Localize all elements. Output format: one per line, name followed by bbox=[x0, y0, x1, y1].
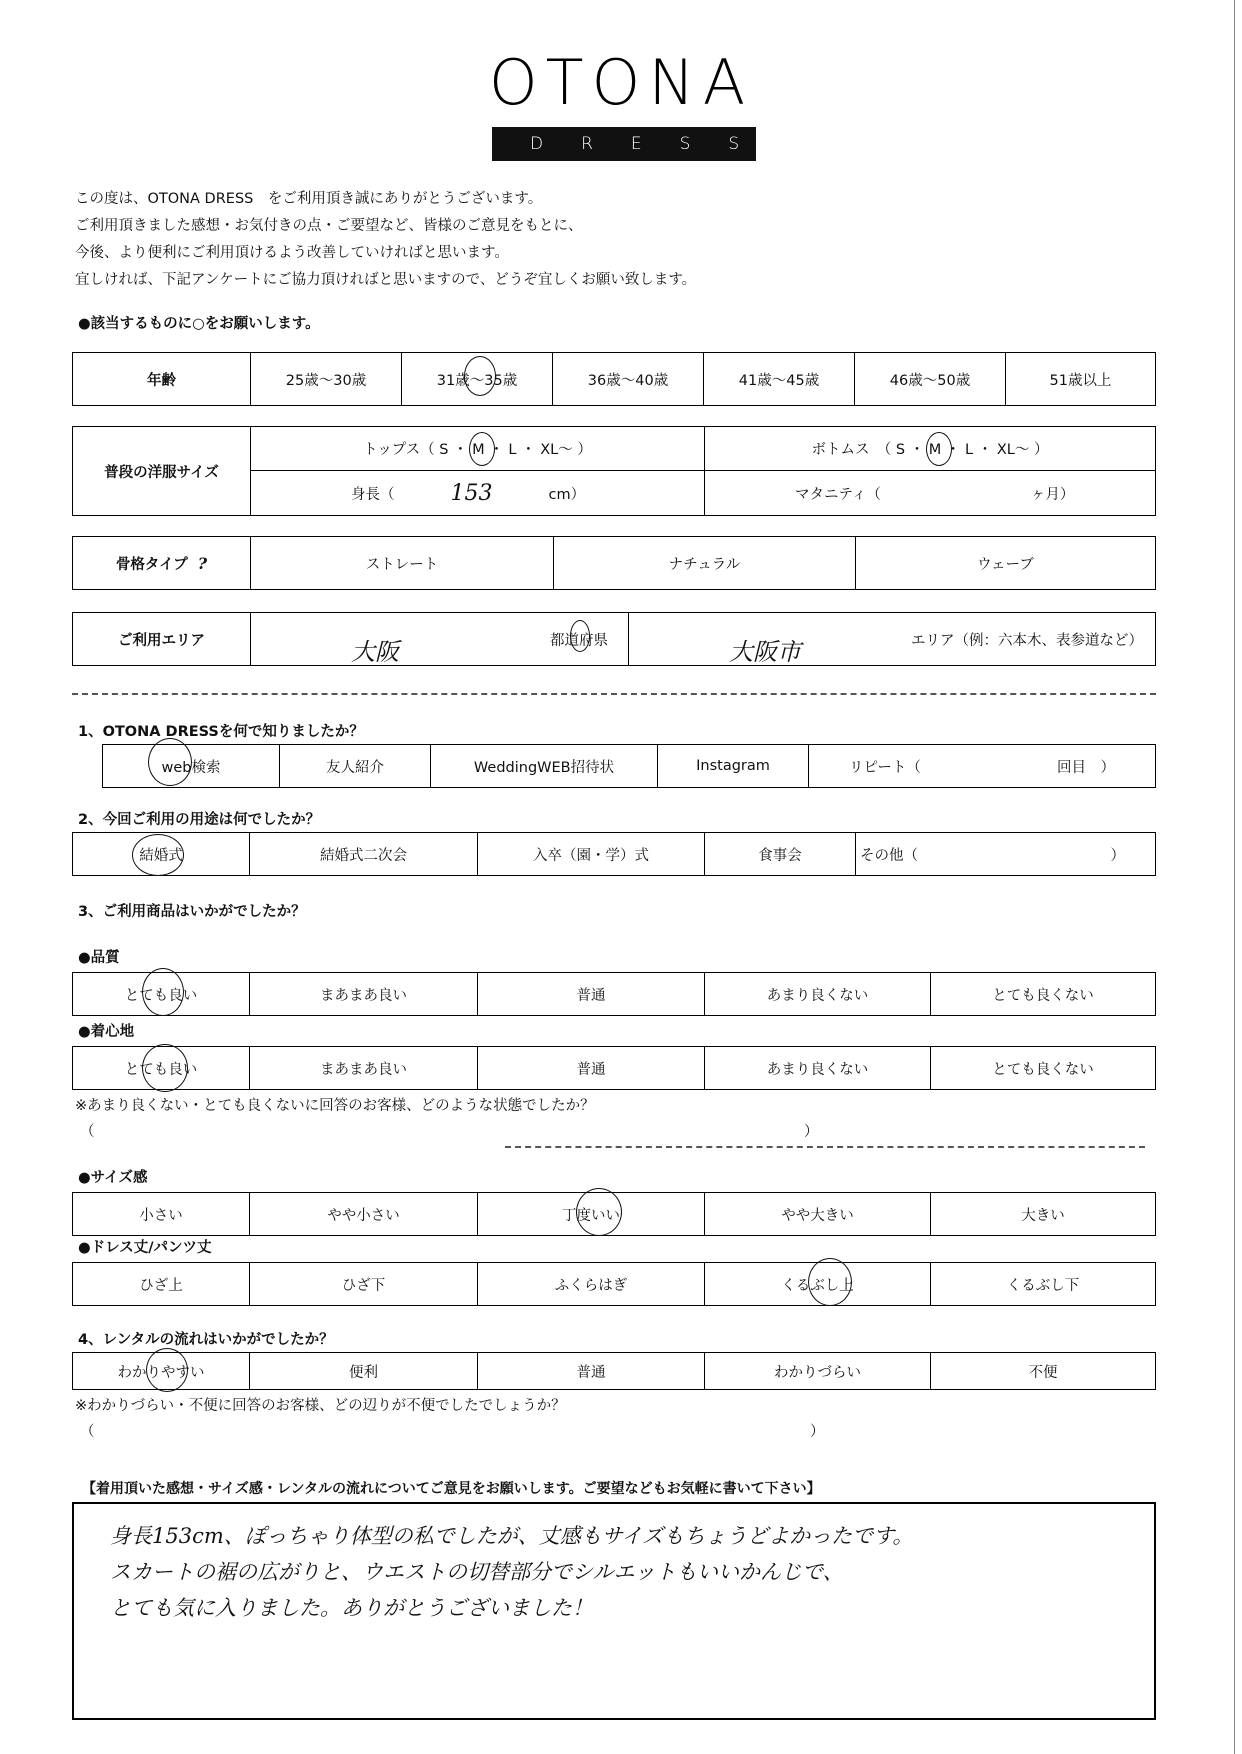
body-type-label-cell bbox=[73, 537, 251, 589]
comfort-option[interactable]: とても良い bbox=[73, 1047, 250, 1089]
prefecture-field[interactable] bbox=[251, 613, 629, 665]
q4-option[interactable]: わかりやすい bbox=[73, 1353, 250, 1389]
quality-option[interactable]: あまり良くない bbox=[705, 973, 931, 1015]
area-field[interactable] bbox=[629, 613, 1155, 665]
length-options bbox=[72, 1262, 1156, 1306]
q2-options bbox=[72, 832, 1156, 876]
length-option[interactable]: ひざ下 bbox=[250, 1263, 478, 1305]
q2-option[interactable]: 結婚式二次会 bbox=[250, 833, 478, 875]
q3-title: 3、ご利用商品はいかがでしたか？ bbox=[78, 904, 306, 920]
q2-other-close: ） bbox=[1110, 847, 1125, 864]
intro-line: この度は、OTONA DRESS をご利用頂き誠にありがとうございます。 bbox=[75, 191, 543, 207]
fit-option[interactable]: やや小さい bbox=[250, 1193, 478, 1235]
q4-option[interactable]: 不便 bbox=[1028, 1364, 1058, 1381]
body-type-row bbox=[72, 536, 1156, 590]
body-type-option[interactable]: ナチュラル bbox=[554, 537, 856, 589]
q1-option[interactable]: Instagram bbox=[658, 745, 809, 787]
q1-option[interactable]: 友人紹介 bbox=[280, 745, 431, 787]
fit-option[interactable]: 小さい bbox=[73, 1193, 250, 1235]
age-option[interactable]: 41歳～45歳 bbox=[704, 353, 855, 405]
body-type-mark: ? bbox=[197, 553, 208, 573]
comment-line: スカートの裾の広がりと、ウエストの切替部分でシルエットもいいかんじで、 bbox=[110, 1560, 844, 1584]
height-field[interactable] bbox=[251, 471, 705, 515]
q1-repeat-unit: 回目 ） bbox=[1057, 759, 1115, 776]
divider bbox=[72, 693, 1156, 695]
q2-option[interactable]: 結婚式 bbox=[73, 833, 250, 875]
age-row bbox=[72, 352, 1156, 406]
comment-line: 身長153cm、ぽっちゃり体型の私でしたが、丈感もサイズもちょうどよかったです。 bbox=[110, 1524, 914, 1548]
tops-size-field[interactable]: トップス（ S ・ M ・ L ・ XL～ ） bbox=[251, 427, 705, 471]
logo-subbar: DRESS bbox=[492, 127, 756, 161]
q2-other-field[interactable] bbox=[856, 833, 1155, 875]
q2-other-label: その他（ bbox=[860, 847, 918, 864]
q4-option[interactable]: わかりづらい bbox=[705, 1353, 931, 1389]
q4-title: 4、レンタルの流れはいかがでしたか？ bbox=[78, 1332, 334, 1348]
height-unit: cm） bbox=[548, 486, 586, 503]
length-option[interactable]: くるぶし上 bbox=[705, 1263, 931, 1305]
body-type-label: 骨格タイプ bbox=[115, 556, 188, 573]
quality-option[interactable]: とても良い bbox=[73, 973, 250, 1015]
q1-options bbox=[102, 744, 1156, 788]
answer-line[interactable] bbox=[505, 1146, 1145, 1148]
q4-option[interactable]: 便利 bbox=[250, 1353, 478, 1389]
comfort-option[interactable]: あまり良くない bbox=[705, 1047, 931, 1089]
q1-option[interactable]: WeddingWEB招待状 bbox=[431, 745, 658, 787]
intro-line: ご利用頂きました感想・お気付きの点・ご要望など、皆様のご意見をもとに、 bbox=[75, 218, 583, 234]
q1-title: 1、OTONA DRESSを何で知りましたか？ bbox=[78, 724, 364, 740]
maternity-unit: ヶ月） bbox=[1030, 486, 1075, 503]
length-option[interactable]: くるぶし下 bbox=[1006, 1277, 1080, 1294]
comfort-option[interactable]: とても良くない bbox=[992, 1061, 1094, 1078]
body-type-option[interactable]: ストレート bbox=[251, 537, 554, 589]
age-label: 年齢 bbox=[73, 353, 251, 405]
intro-text bbox=[75, 186, 1075, 294]
fit-label: ●サイズ感 bbox=[78, 1170, 148, 1186]
q3-note: ※あまり良くない・とても良くないに回答のお客様、どのような状態でしたか？ bbox=[75, 1098, 595, 1114]
size-table bbox=[72, 426, 1156, 516]
comment-line: とても気に入りました。ありがとうございました！ bbox=[110, 1596, 593, 1620]
length-option[interactable]: ひざ上 bbox=[73, 1263, 250, 1305]
q2-option[interactable]: 入卒（園・学）式 bbox=[478, 833, 705, 875]
maternity-field[interactable] bbox=[705, 471, 1155, 515]
area-suffix: エリア（例：六本木、表参道など） bbox=[911, 632, 1143, 649]
q1-repeat-field[interactable] bbox=[809, 745, 1155, 787]
instruction-heading: ●該当するものに○をお願いします。 bbox=[78, 316, 320, 332]
q3-open-paren: （ bbox=[80, 1124, 95, 1140]
fit-option[interactable]: 丁度いい bbox=[478, 1193, 705, 1235]
age-option[interactable]: 51歳以上 bbox=[1049, 372, 1112, 389]
quality-option[interactable]: 普通 bbox=[478, 973, 705, 1015]
q4-open-paren: （ bbox=[80, 1424, 95, 1440]
q1-option[interactable]: web検索 bbox=[103, 745, 280, 787]
scan-edge-line bbox=[1234, 0, 1235, 1754]
comfort-option[interactable]: 普通 bbox=[478, 1047, 705, 1089]
comfort-options bbox=[72, 1046, 1156, 1090]
comments-heading: 【着用頂いた感想・サイズ感・レンタルの流れについてご意見をお願いします。ご要望などもお気軽に書いて下さい】 bbox=[82, 1481, 821, 1497]
area-row bbox=[72, 612, 1156, 666]
height-label: 身長（ bbox=[351, 486, 395, 503]
intro-line: 今後、より便利にご利用頂けるよう改善していければと思います。 bbox=[75, 245, 509, 261]
q4-options bbox=[72, 1352, 1156, 1390]
quality-options bbox=[72, 972, 1156, 1016]
q2-title: 2、今回ご利用の用途は何でしたか？ bbox=[78, 812, 321, 828]
body-type-option[interactable]: ウェーブ bbox=[977, 556, 1034, 573]
prefecture-handwritten: 大阪 bbox=[351, 637, 399, 666]
age-option[interactable]: 25歳～30歳 bbox=[251, 353, 402, 405]
fit-options bbox=[72, 1192, 1156, 1236]
comments-box[interactable] bbox=[72, 1502, 1156, 1720]
length-label: ●ドレス丈/パンツ丈 bbox=[78, 1240, 212, 1256]
area-handwritten: 大阪市 bbox=[729, 637, 801, 666]
fit-option[interactable]: やや大きい bbox=[705, 1193, 931, 1235]
quality-label: ●品質 bbox=[78, 950, 120, 966]
q4-option[interactable]: 普通 bbox=[478, 1353, 705, 1389]
q4-note: ※わかりづらい・不便に回答のお客様、どの辺りが不便でしたでしょうか？ bbox=[75, 1398, 566, 1414]
age-option[interactable]: 31歳～35歳 bbox=[402, 353, 553, 405]
comfort-label: ●着心地 bbox=[78, 1024, 135, 1040]
age-option[interactable]: 46歳～50歳 bbox=[855, 353, 1006, 405]
quality-option[interactable]: まあまあ良い bbox=[250, 973, 478, 1015]
height-handwritten: 153 bbox=[450, 480, 493, 506]
maternity-label: マタニティ（ bbox=[795, 486, 881, 503]
size-label: 普段の洋服サイズ bbox=[73, 427, 251, 515]
q4-close-paren: ） bbox=[810, 1424, 825, 1440]
length-option[interactable]: ふくらはぎ bbox=[478, 1263, 705, 1305]
age-option[interactable]: 36歳～40歳 bbox=[553, 353, 704, 405]
fit-option[interactable]: 大きい bbox=[1021, 1207, 1065, 1224]
logo-wordmark: OTONA bbox=[488, 46, 754, 119]
q2-option[interactable]: 食事会 bbox=[705, 833, 856, 875]
q1-repeat-label: リピート（ bbox=[849, 759, 921, 776]
prefecture-suffix: 都道府県 bbox=[550, 632, 608, 649]
comfort-option[interactable]: まあまあ良い bbox=[250, 1047, 478, 1089]
intro-line: 宜しければ、下記アンケートにご協力頂ければと思いますので、どうぞ宜しくお願い致します。 bbox=[75, 272, 697, 288]
q3-close-paren: ） bbox=[804, 1124, 819, 1140]
bottoms-size-field[interactable]: ボトムス （ S ・ M ・ L ・ XL～ ） bbox=[705, 427, 1155, 471]
area-label: ご利用エリア bbox=[73, 613, 251, 665]
quality-option[interactable]: とても良くない bbox=[992, 987, 1094, 1004]
